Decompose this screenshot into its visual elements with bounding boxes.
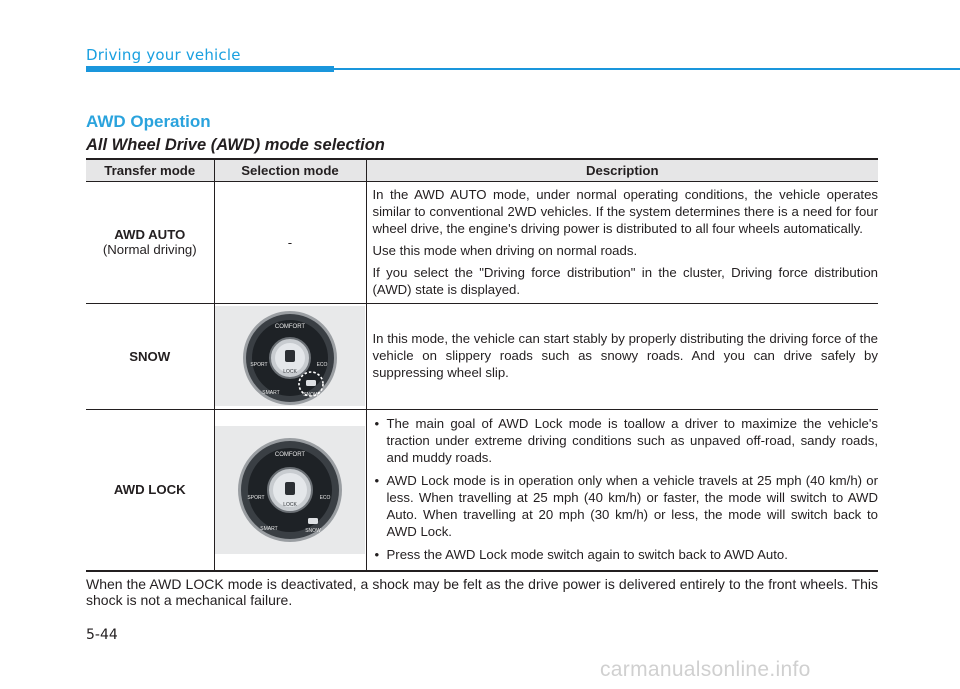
subsection-title: All Wheel Drive (AWD) mode selection — [86, 136, 385, 154]
awd-mode-table — [86, 158, 878, 572]
knob-comfort-label: COMFORT — [274, 451, 306, 458]
table-header-row — [86, 159, 878, 181]
awd-lock-icon — [285, 350, 295, 362]
description-cell — [366, 181, 878, 303]
knob-smart-label: SMART — [262, 390, 280, 396]
knob-comfort-label: COMFORT — [274, 324, 306, 330]
knob-snow-label: SNOW — [303, 392, 319, 398]
description-cell — [366, 409, 878, 571]
selection-mode-value: - — [287, 234, 293, 250]
snow-mode-icon — [306, 380, 316, 386]
watermark: carmanualsonline.info — [600, 658, 811, 681]
knob-lock-label: LOCK — [283, 369, 297, 375]
drive-mode-knob-snow-image — [215, 306, 365, 406]
header-rule — [334, 68, 960, 70]
selection-mode-cell — [214, 303, 366, 409]
list-item: • The main goal of AWD Lock mode is toallow a driver to maximize the vehicle's traction under extreme driving conditions such as unpaved off-road, sandy roads, and muddy roads. — [373, 415, 879, 466]
description-paragraph: In the AWD AUTO mode, under normal operating conditions, the vehicle operates similar to conventional 2WD vehicles. If the system determines there is a need for four wheel drive, the engine's driving power is distributed to all four wheels automatically. — [372, 186, 878, 236]
header-accent-bar — [86, 66, 334, 72]
knob-sport-label: SPORT — [250, 362, 268, 368]
knob-sport-label: SPORT — [247, 494, 265, 501]
transfer-mode-name: AWD LOCK — [113, 482, 186, 498]
description-cell — [366, 303, 878, 409]
transfer-mode-name: SNOW — [129, 348, 171, 364]
chapter-header-title: Driving your vehicle — [86, 46, 241, 64]
table-row — [86, 181, 878, 303]
note-paragraph: When the AWD LOCK mode is deactivated, a shock may be felt as the drive power is delivered entirely to the front wheels. This shock is not a mechanical failure. — [86, 576, 878, 608]
page-number: 5-44 — [86, 627, 118, 643]
section-title: AWD Operation — [86, 112, 211, 131]
table-row — [86, 409, 878, 571]
drive-mode-knob-lock-image — [215, 420, 365, 560]
list-item: • AWD Lock mode is in operation only when a vehicle travels at 25 mph (40 km/h) or less. When travelling at 25 mph (40 km/h) or faster, the mode will switch to AWD Auto. When travelling at 20 mph (30 km/h) or less, the mode will switch back to AWD Lock. — [373, 472, 879, 540]
awd-lock-icon — [285, 482, 295, 495]
awd-lock-bullet-list — [373, 415, 879, 563]
description-paragraph: In this mode, the vehicle can start stably by properly distributing the driving force of the vehicle on slippery roads such as snowy roads. And you can drive safely by suppressing wheel slip. — [372, 331, 878, 380]
knob-smart-label: SMART — [260, 525, 278, 532]
snow-mode-icon — [308, 518, 318, 524]
knob-snow-label: SNOW — [305, 527, 321, 534]
selection-mode-cell — [214, 181, 366, 303]
transfer-mode-cell — [86, 303, 214, 409]
transfer-mode-name: AWD AUTO — [114, 227, 186, 242]
knob-lock-label: LOCK — [283, 501, 297, 508]
knob-eco-label: ECO — [319, 494, 331, 501]
table-row — [86, 303, 878, 409]
column-header-selection-mode: Selection mode — [214, 159, 366, 181]
list-item: • Press the AWD Lock mode switch again to switch back to AWD Auto. — [373, 546, 879, 563]
column-header-description: Description — [366, 159, 878, 181]
transfer-mode-cell — [86, 409, 214, 571]
description-paragraph: If you select the "Driving force distribution" in the cluster, Driving force distribution (AWD) state is displayed. — [372, 264, 878, 297]
column-header-transfer-mode: Transfer mode — [86, 159, 214, 181]
transfer-mode-subtitle: (Normal driving) — [102, 242, 197, 257]
selection-mode-cell — [214, 409, 366, 571]
knob-eco-label: ECO — [316, 362, 328, 368]
description-paragraph: Use this mode when driving on normal roads. — [372, 242, 638, 258]
transfer-mode-cell — [86, 181, 214, 303]
